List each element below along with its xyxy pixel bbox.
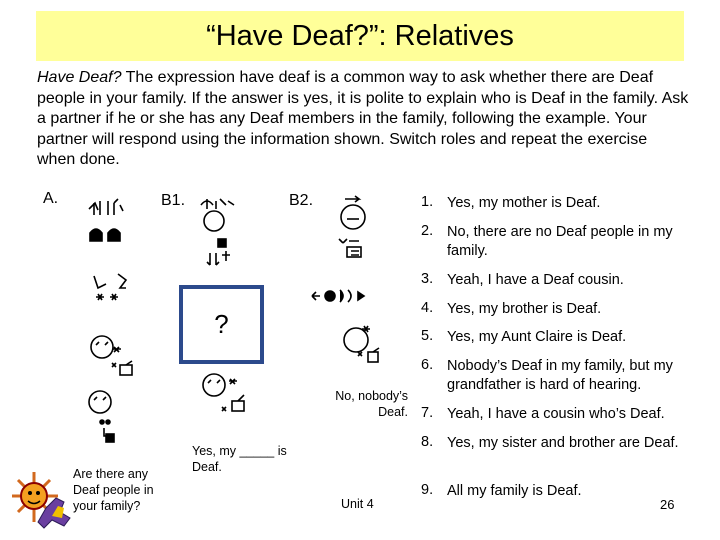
intro-paragraph — [37, 68, 689, 171]
question-mark: ? — [214, 309, 229, 339]
caption-yes: Yes, my _____ is Deaf. — [192, 444, 287, 474]
caption-no: No, nobody’s Deaf. — [335, 389, 408, 419]
sign-b1-top-glyph — [198, 195, 238, 275]
answer-item — [421, 271, 701, 290]
sign-have-glyph — [86, 195, 126, 255]
answer-number: 7. — [421, 405, 434, 421]
label-a: A. — [43, 190, 59, 207]
answer-text: Yeah, I have a Deaf cousin. — [447, 272, 624, 288]
answer-text: Yes, my Aunt Claire is Deaf. — [447, 329, 627, 345]
sign-b2-top-glyph — [333, 195, 373, 261]
answer-text: Yeah, I have a cousin who’s Deaf. — [447, 406, 665, 422]
answer-item — [421, 300, 701, 319]
sign-a-face-glyph — [88, 333, 138, 381]
answer-number: 8. — [421, 434, 434, 450]
answer-item — [421, 328, 701, 347]
answer-number: 5. — [421, 328, 434, 344]
intro-lead: Have Deaf? — [37, 69, 122, 86]
answer-number: 1. — [421, 194, 434, 210]
answer-item — [421, 482, 701, 501]
answer-item — [421, 434, 701, 453]
sign-b1-lower-glyph — [196, 371, 252, 423]
unit-label: Unit 4 — [341, 497, 374, 511]
sign-a-mid-glyph — [92, 270, 130, 306]
page-number: 26 — [660, 497, 675, 512]
sign-b2-mid-glyph — [310, 282, 390, 372]
slide-title: “Have Deaf?”: Relatives — [206, 19, 514, 52]
answer-number: 2. — [421, 223, 434, 239]
intro-body: The expression have deaf is a common way to ask whether there are Deaf people in your family. If the answer is yes, it is polite to explain who is Deaf in the family. Ask a partner if he or she has any Deaf members in the family, following the example. Your partner will respond using the information shown. Switch roles and repeat the exercise when done. — [37, 69, 689, 169]
answer-item — [421, 194, 701, 213]
logo-sun-figure-icon — [6, 466, 76, 537]
answer-text: Yes, my sister and brother are Deaf. — [447, 435, 679, 451]
answer-item — [421, 357, 701, 395]
answer-number: 3. — [421, 271, 434, 287]
answer-text: Nobody’s Deaf in my family, but my grandfather is hard of hearing. — [447, 358, 673, 393]
answer-number: 6. — [421, 357, 434, 373]
answer-item — [421, 405, 701, 424]
answer-text: No, there are no Deaf people in my family. — [447, 224, 673, 259]
answer-number: 9. — [421, 482, 434, 498]
title-banner — [36, 11, 684, 61]
sign-a-lower-glyph — [88, 388, 124, 448]
answer-item — [421, 223, 701, 261]
caption-question: Are there any Deaf people in your family? — [73, 467, 154, 513]
answer-text: Yes, my mother is Deaf. — [447, 195, 601, 211]
answer-text: All my family is Deaf. — [447, 483, 582, 499]
question-box — [179, 285, 264, 364]
answer-text: Yes, my brother is Deaf. — [447, 301, 602, 317]
label-b1: B1. — [161, 192, 186, 209]
label-b2: B2. — [289, 192, 314, 209]
answer-number: 4. — [421, 300, 434, 316]
